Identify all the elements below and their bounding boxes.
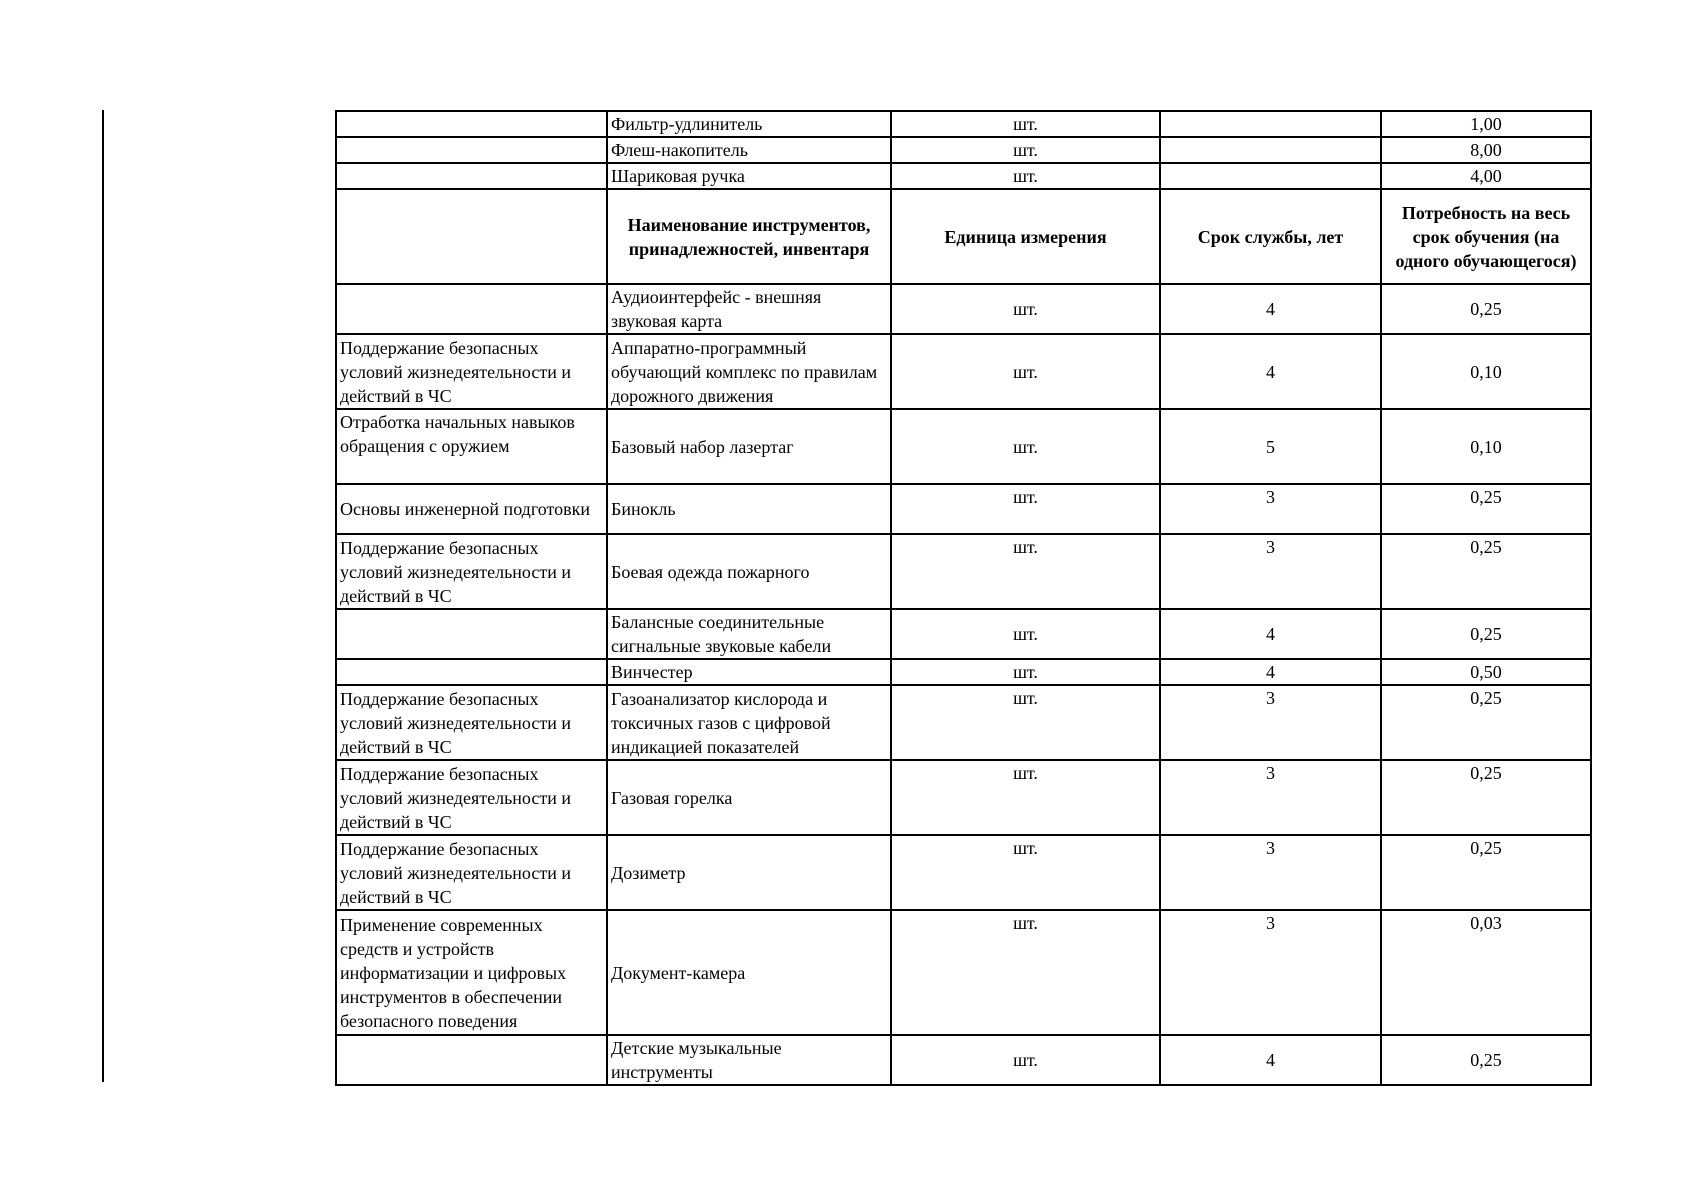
need-cell: 0,25 — [1381, 609, 1591, 659]
item-name-cell: Аудиоинтерфейс - внешняя звуковая карта — [607, 284, 891, 334]
header-life: Срок службы, лет — [1160, 189, 1381, 284]
life-cell: 4 — [1160, 609, 1381, 659]
section-cell — [336, 284, 607, 334]
table-row — [336, 609, 1591, 659]
item-name-cell: Винчестер — [607, 659, 891, 685]
section-cell: Поддержание безопасных условий жизнедеятельности и действий в ЧС — [336, 334, 607, 409]
need-cell: 0,10 — [1381, 334, 1591, 409]
section-cell — [336, 609, 607, 659]
table-row — [336, 910, 1591, 1035]
equipment-table — [335, 110, 1592, 1086]
item-name-cell: Газоанализатор кислорода и токсичных газов с цифровой индикацией показателей — [607, 685, 891, 760]
header-need: Потребность на весь срок обучения (на одного обучающегося) — [1381, 189, 1591, 284]
section-cell: Поддержание безопасных условий жизнедеятельности и действий в ЧС — [336, 835, 607, 910]
item-name-cell: Дозиметр — [607, 835, 891, 910]
life-cell: 3 — [1160, 910, 1381, 1035]
item-name-cell: Флеш-накопитель — [607, 137, 891, 163]
unit-cell: шт. — [891, 163, 1160, 189]
table-row — [336, 163, 1591, 189]
need-cell: 0,25 — [1381, 534, 1591, 609]
life-cell: 3 — [1160, 835, 1381, 910]
table-row — [336, 334, 1591, 409]
left-margin-rule — [102, 110, 104, 1082]
table-row — [336, 760, 1591, 835]
table-row — [336, 484, 1591, 534]
life-cell — [1160, 163, 1381, 189]
section-cell — [336, 137, 607, 163]
header-unit: Единица измерения — [891, 189, 1160, 284]
section-cell — [336, 659, 607, 685]
section-cell: Основы инженерной подготовки — [336, 484, 607, 534]
section-cell: Поддержание безопасных условий жизнедеятельности и действий в ЧС — [336, 760, 607, 835]
need-cell: 0,25 — [1381, 284, 1591, 334]
table-row — [336, 659, 1591, 685]
life-cell: 4 — [1160, 1035, 1381, 1085]
table-row — [336, 685, 1591, 760]
table-row — [336, 409, 1591, 484]
section-cell — [336, 111, 607, 137]
table-row — [336, 534, 1591, 609]
life-cell — [1160, 137, 1381, 163]
life-cell: 4 — [1160, 659, 1381, 685]
life-cell: 4 — [1160, 284, 1381, 334]
need-cell: 0,10 — [1381, 409, 1591, 484]
life-cell — [1160, 111, 1381, 137]
header-name: Наименование инструментов, принадлежностей, инвентаря — [607, 189, 891, 284]
item-name-cell: Боевая одежда пожарного — [607, 534, 891, 609]
unit-cell: шт. — [891, 609, 1160, 659]
item-name-cell: Шариковая ручка — [607, 163, 891, 189]
unit-cell: шт. — [891, 409, 1160, 484]
need-cell: 1,00 — [1381, 111, 1591, 137]
need-cell: 0,50 — [1381, 659, 1591, 685]
unit-cell: шт. — [891, 685, 1160, 760]
unit-cell: шт. — [891, 835, 1160, 910]
life-cell: 3 — [1160, 685, 1381, 760]
need-cell: 0,03 — [1381, 910, 1591, 1035]
unit-cell: шт. — [891, 111, 1160, 137]
item-name-cell: Газовая горелка — [607, 760, 891, 835]
section-cell: Применение современных средств и устройств информатизации и цифровых инструментов в обеспечении безопасного поведения — [336, 910, 607, 1035]
need-cell: 0,25 — [1381, 835, 1591, 910]
need-cell: 0,25 — [1381, 760, 1591, 835]
unit-cell: шт. — [891, 659, 1160, 685]
item-name-cell: Детские музыкальные инструменты — [607, 1035, 891, 1085]
table-row — [336, 137, 1591, 163]
item-name-cell: Фильтр-удлинитель — [607, 111, 891, 137]
section-cell — [336, 1035, 607, 1085]
life-cell: 3 — [1160, 484, 1381, 534]
item-name-cell: Аппаратно-программный обучающий комплекс по правилам дорожного движения — [607, 334, 891, 409]
unit-cell: шт. — [891, 284, 1160, 334]
table-row — [336, 284, 1591, 334]
section-cell — [336, 163, 607, 189]
table-row — [336, 111, 1591, 137]
unit-cell: шт. — [891, 760, 1160, 835]
section-cell: Отработка начальных навыков обращения с оружием — [336, 409, 607, 484]
table-row — [336, 835, 1591, 910]
unit-cell: шт. — [891, 1035, 1160, 1085]
header-section-cell — [336, 189, 607, 284]
need-cell: 0,25 — [1381, 484, 1591, 534]
item-name-cell: Бинокль — [607, 484, 891, 534]
need-cell: 0,25 — [1381, 1035, 1591, 1085]
unit-cell: шт. — [891, 334, 1160, 409]
life-cell: 4 — [1160, 334, 1381, 409]
item-name-cell: Документ-камера — [607, 910, 891, 1035]
section-cell: Поддержание безопасных условий жизнедеятельности и действий в ЧС — [336, 685, 607, 760]
need-cell: 8,00 — [1381, 137, 1591, 163]
life-cell: 3 — [1160, 760, 1381, 835]
unit-cell: шт. — [891, 137, 1160, 163]
section-cell: Поддержание безопасных условий жизнедеятельности и действий в ЧС — [336, 534, 607, 609]
need-cell: 4,00 — [1381, 163, 1591, 189]
unit-cell: шт. — [891, 534, 1160, 609]
item-name-cell: Балансные соединительные сигнальные звуковые кабели — [607, 609, 891, 659]
unit-cell: шт. — [891, 910, 1160, 1035]
table-row — [336, 1035, 1591, 1085]
life-cell: 3 — [1160, 534, 1381, 609]
need-cell: 0,25 — [1381, 685, 1591, 760]
unit-cell: шт. — [891, 484, 1160, 534]
table-header-row — [336, 189, 1591, 284]
item-name-cell: Базовый набор лазертаг — [607, 409, 891, 484]
life-cell: 5 — [1160, 409, 1381, 484]
